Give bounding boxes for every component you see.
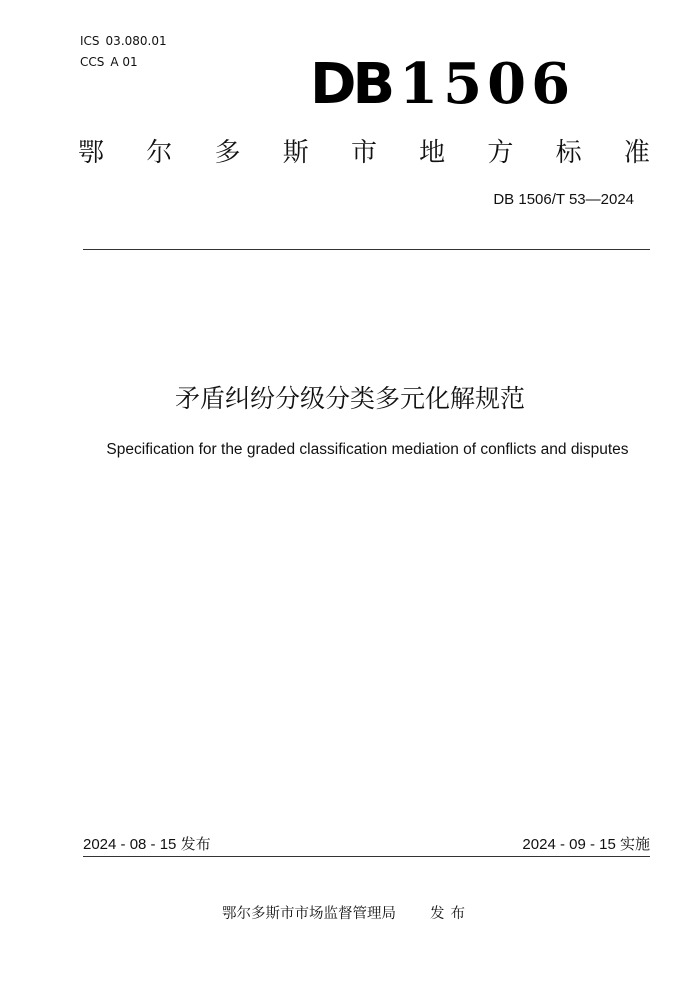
- publisher-name: 鄂尔多斯市市场监督管理局: [222, 906, 396, 922]
- category-char: 方: [487, 138, 514, 168]
- ics-classification: [80, 34, 167, 48]
- ics-label: ICS: [80, 34, 100, 48]
- document-title-chinese: 矛盾纠纷分级分类多元化解规范: [174, 384, 525, 413]
- category-char: 鄂: [78, 138, 105, 168]
- standard-number: DB 1506/T 53—2024: [493, 191, 634, 208]
- category-char: 尔: [146, 138, 173, 168]
- document-title-english: Specification for the graded classification mediation of conflicts and disputes: [106, 441, 629, 458]
- category-char: 多: [214, 138, 241, 168]
- category-char: 标: [555, 138, 582, 168]
- code-prefix: DB: [310, 52, 392, 117]
- footer-divider: [83, 856, 650, 857]
- category-char: 市: [350, 138, 377, 168]
- category-char: 地: [419, 138, 446, 168]
- category-char: 斯: [282, 138, 309, 168]
- publisher-line: [222, 905, 471, 923]
- standard-code-logo: [310, 52, 575, 117]
- ics-value: 03.080.01: [105, 34, 167, 48]
- issue-date: 2024 - 08 - 15 发布: [83, 836, 211, 853]
- header-divider: [83, 249, 650, 250]
- ccs-classification: [80, 55, 138, 69]
- publisher-action: 发布: [430, 906, 471, 922]
- category-char: 准: [623, 138, 650, 168]
- implementation-date: 2024 - 09 - 15 实施: [522, 836, 650, 853]
- code-number: 1506: [399, 51, 576, 117]
- standard-category: [78, 136, 650, 170]
- ccs-value: A 01: [110, 55, 138, 69]
- ccs-label: CCS: [80, 55, 105, 69]
